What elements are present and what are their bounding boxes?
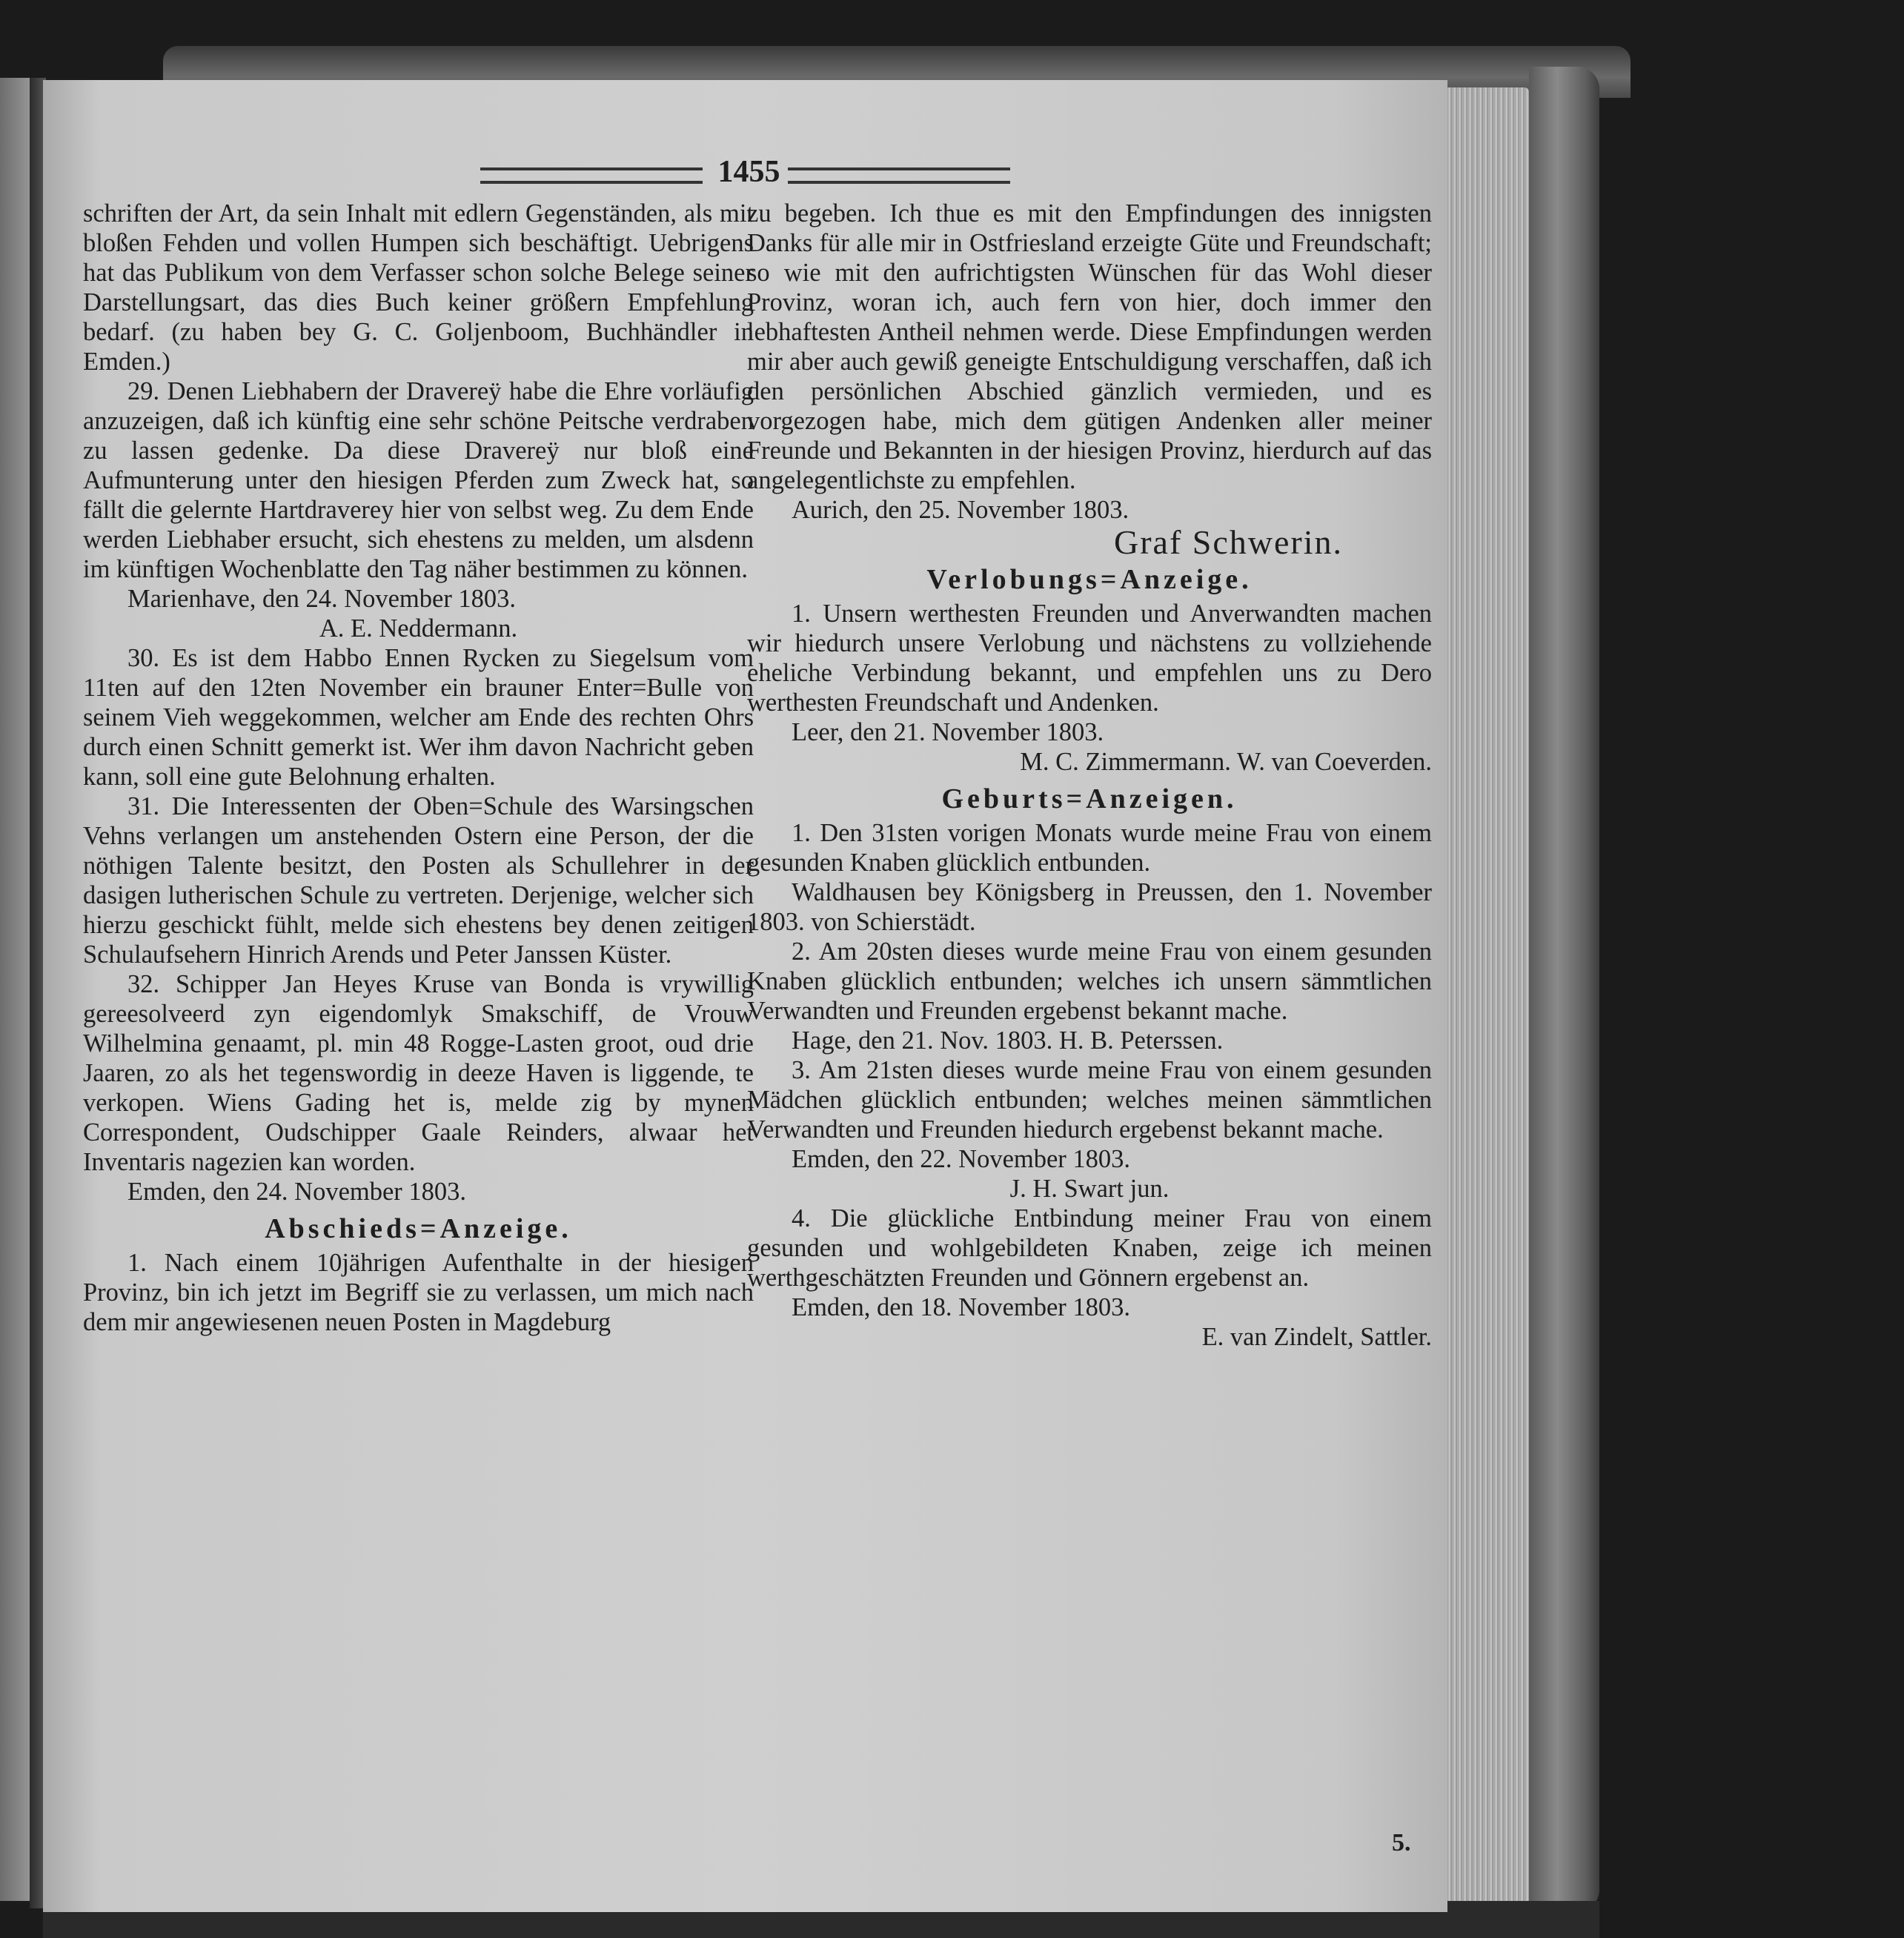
right-column-paragraph: Emden, den 18. November 1803. (792, 1293, 1131, 1321)
right-column-paragraph: Verlobungs=Anzeige. (926, 564, 1253, 595)
right-column-paragraph: 1. Den 31sten vorigen Monats wurde meine Frau von einem gesunden Knaben glücklich entbunden. (747, 819, 1432, 877)
right-column-paragraph: J. H. Swart jun. (1009, 1175, 1170, 1203)
right-column-paragraph: M. C. Zimmermann. W. van Coeverden. (1020, 748, 1432, 776)
right-column-paragraph: zu begeben. Ich thue es mit den Empfindungen des innigsten Danks für alle mir in Ostfriesland erzeigte Güte und Freundschaft; so wie mit den aufrichtigsten Wünschen für das Wohl dieser Provinz, woran ich, auch fern von hier, doch immer den lebhaftesten Antheil nehmen werde. Diese Empfindungen werden mir aber auch gewiß geneigte Entschuldigung verschaffen, daß ich den persönlichen Abschied gänzlich vermieden, und es vorgezogen habe, mich dem gütigen Andenken aller meiner Freunde und Bekannten in der hiesigen Provinz, hierdurch auf das angelegentlichste zu empfehlen. (747, 199, 1432, 494)
left-column (83, 199, 754, 1337)
left-column-paragraph: schriften der Art, da sein Inhalt mit edlern Gegenständen, als mit bloßen Fehden und vollen Humpen sich beschäftigt. Uebrigens hat das Publikum von dem Verfasser schon solche Belege seiner Darstellungsart, das dies Buch keiner größern Empfehlung bedarf. (zu haben bey G. C. Goljenboom, Buchhändler in Emden.) (83, 199, 754, 376)
page-edges (1447, 87, 1529, 1911)
page-number: 1455 (717, 155, 780, 189)
right-column-paragraph: E. van Zindelt, Sattler. (1201, 1323, 1432, 1351)
right-column-paragraph: Aurich, den 25. November 1803. (792, 496, 1130, 524)
right-column-paragraph: 4. Die glückliche Entbindung meiner Frau von einem gesunden und wohlgebildeten Knaben, zeige ich meinen werthgeschätzten Freunden und Gönnern ergebenst an. (747, 1204, 1432, 1292)
left-column-paragraph: 30. Es ist dem Habbo Ennen Rycken zu Siegelsum vom 11ten auf den 12ten November ein brauner Enter=Bulle von seinem Vieh weggekommen, welcher am Ende des rechten Ohrs durch einen Schnitt gemerkt ist. Wer ihm davon Nachricht geben kann, soll eine gute Belohnung erhalten. (83, 644, 754, 791)
left-column-paragraph: Marienhave, den 24. November 1803. (127, 585, 517, 613)
right-column-paragraph: 3. Am 21sten dieses wurde meine Frau von einem gesunden Mädchen glücklich entbunden; welches meinen sämmtlichen Verwandten und Freunden hiedurch ergebenst bekannt mache. (747, 1056, 1432, 1144)
right-column (747, 199, 1432, 1352)
left-column-paragraph: Abschieds=Anzeige. (265, 1213, 572, 1244)
left-column-paragraph: Emden, den 24. November 1803. (127, 1178, 467, 1206)
left-column-paragraph: 1. Nach einem 10jährigen Aufenthalte in der hiesigen Provinz, bin ich jetzt im Begriff sie zu verlassen, um mich nach dem mir angewiesenen neuen Posten in Magdeburg (83, 1249, 754, 1336)
right-column-paragraph: Hage, den 21. Nov. 1803. H. B. Peterssen. (792, 1026, 1224, 1055)
left-column-paragraph: A. E. Neddermann. (319, 614, 518, 643)
header-rule-left (480, 167, 703, 184)
header-rule-right (788, 167, 1010, 184)
right-column-paragraph: Leer, den 21. November 1803. (792, 718, 1104, 746)
book-cover-right (1529, 67, 1599, 1912)
right-column-paragraph: Geburts=Anzeigen. (941, 783, 1238, 814)
right-column-paragraph: Waldhausen bey Königsberg in Preussen, den 1. November 1803. von Schierstädt. (747, 878, 1432, 936)
left-column-paragraph: 29. Denen Liebhabern der Dravereÿ habe die Ehre vorläufig anzuzeigen, daß ich künftig eine sehr schöne Peitsche verdraben zu lassen gedenke. Da diese Dravereÿ nur bloß eine Aufmunterung unter den hiesigen Pferden zum Zweck hat, so fällt die gelernte Hartdraverey hier von selbst weg. Zu dem Ende werden Liebhaber ersucht, sich ehestens zu melden, um alsdenn im künftigen Wochenblatte den Tag näher bestimmen zu können. (83, 377, 754, 583)
signature-mark: 5. (1392, 1829, 1411, 1856)
left-column-paragraph: 32. Schipper Jan Heyes Kruse van Bonda is vrywillig gereesolveerd zyn eigendomlyk Smakschiff, de Vrouw Wilhelmina genaamt, pl. min 48 Rogge-Lasten groot, oud drie Jaaren, zo als het tegenswordig in deeze Haven is liggende, te verkopen. Wiens Gading het is, melde zig by mynen Correspondent, Oudschipper Gaale Reinders, alwaar het Inventaris nagezien kan worden. (83, 970, 754, 1176)
right-column-paragraph: Emden, den 22. November 1803. (792, 1145, 1131, 1173)
left-column-paragraph: 31. Die Interessenten der Oben=Schule des Warsingschen Vehns verlangen um anstehenden Ostern eine Person, der die nöthigen Talente besitzt, den Posten als Schullehrer in der dasigen lutherischen Schule zu vertreten. Derjenige, welcher sich hierzu geschickt fühlt, melde sich ehestens bey denen zeitigen Schulaufsehern Hinrich Arends und Peter Janssen Küster. (83, 792, 754, 969)
right-column-paragraph: Graf Schwerin. (1113, 523, 1343, 561)
book-page (43, 80, 1447, 1912)
right-column-paragraph: 2. Am 20sten dieses wurde meine Frau von einem gesunden Knaben glücklich entbunden; welches ich unsern sämmtlichen Verwandten und Freunden ergebenst bekannt mache. (747, 938, 1432, 1025)
right-column-paragraph: 1. Unsern werthesten Freunden und Anverwandten machen wir hiedurch unsere Verlobung und nächstens zu vollziehende eheliche Verbindung bekannt, und empfehlen uns zu Dero werthesten Freundschaft und Andenken. (747, 600, 1432, 717)
